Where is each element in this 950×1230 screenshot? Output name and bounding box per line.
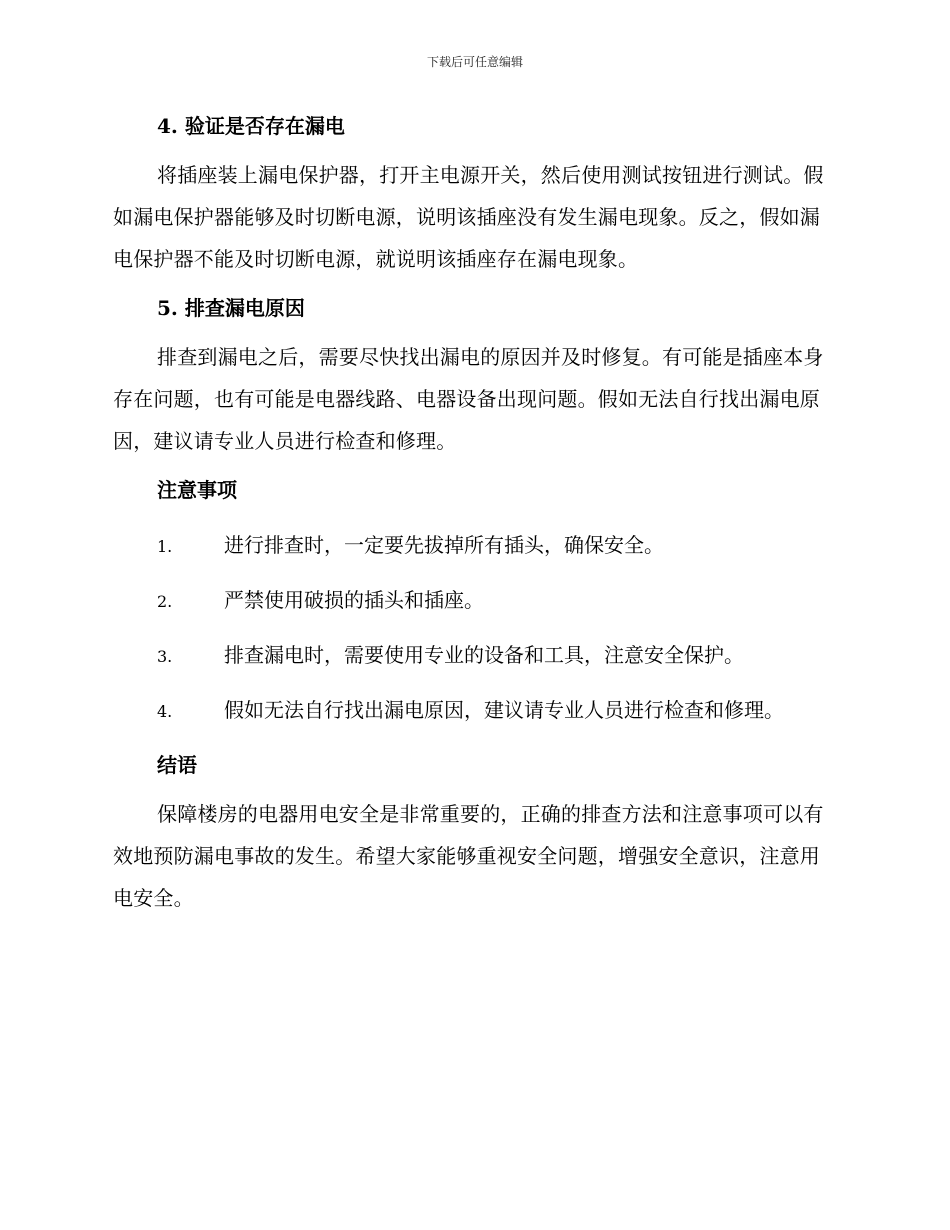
conclusion-paragraph: 保障楼房的电器用电安全是非常重要的，正确的排查方法和注意事项可以有效地预防漏电事故的发生。希望大家能够重视安全问题，增强安全意识，注意用电安全。 [113, 802, 824, 910]
document-body [113, 110, 835, 919]
conclusion-heading: 结语 [157, 753, 197, 777]
section-5-heading: 5. 排查漏电原因 [157, 296, 305, 320]
list-item [113, 639, 835, 694]
section-4-paragraph: 将插座装上漏电保护器，打开主电源开关，然后使用测试按钮进行测试。假如漏电保护器能够及时切断电源，说明该插座没有发生漏电现象。反之，假如漏电保护器不能及时切断电源，就说明该插座存在漏电现象。 [113, 163, 824, 271]
list-item-number: 1. [157, 537, 173, 556]
list-item [113, 584, 835, 639]
list-item [113, 529, 835, 584]
list-item-number: 3. [157, 647, 173, 666]
list-item-text: 严禁使用破损的插头和插座。 [224, 588, 484, 612]
notes-heading: 注意事项 [157, 478, 237, 502]
section-5-paragraph: 排查到漏电之后，需要尽快找出漏电的原因并及时修复。有可能是插座本身存在问题，也有可能是电器线路、电器设备出现问题。假如无法自行找出漏电原因，建议请专业人员进行检查和修理。 [113, 345, 824, 453]
list-item-number: 2. [157, 592, 173, 611]
list-item [113, 694, 835, 749]
list-item-text: 假如无法自行找出漏电原因，建议请专业人员进行检查和修理。 [224, 698, 784, 722]
notes-list [113, 529, 835, 749]
list-item-number: 4. [157, 702, 173, 721]
section-4-heading: 4. 验证是否存在漏电 [157, 114, 345, 138]
list-item-text: 进行排查时，一定要先拔掉所有插头，确保安全。 [224, 533, 664, 557]
header-note: 下载后可任意编辑 [426, 55, 523, 69]
list-item-text: 排查漏电时，需要使用专业的设备和工具，注意安全保护。 [224, 643, 744, 667]
